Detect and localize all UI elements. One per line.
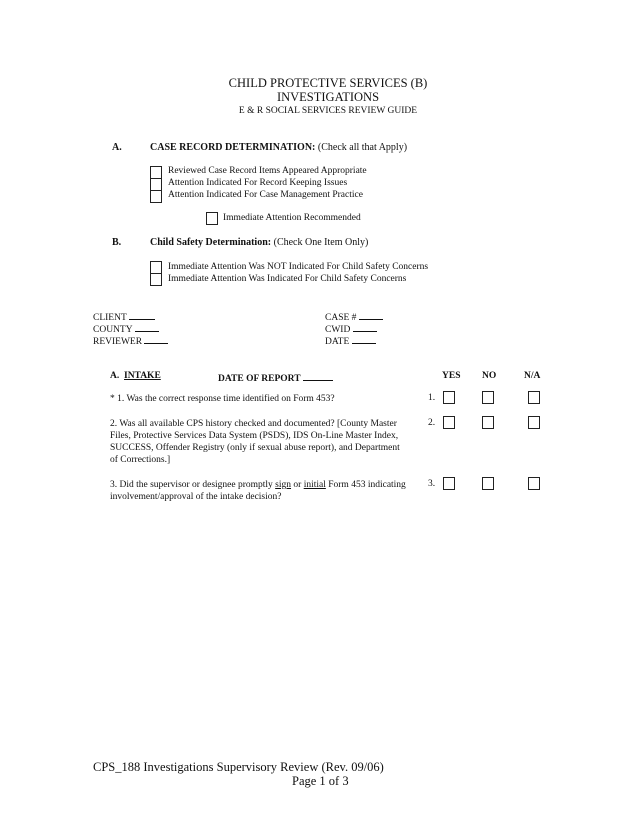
col-yes: YES xyxy=(442,371,461,381)
question-3-text: 3. Did the supervisor or designee promptly sign or initial Form 453 indicating involvement/approval of the intake decision? xyxy=(110,480,406,502)
reviewer-field: REVIEWER xyxy=(93,334,168,347)
section-b-instruction: (Check One Item Only) xyxy=(273,237,369,248)
section-a-letter: A. xyxy=(112,142,122,153)
county-blank[interactable] xyxy=(135,322,159,332)
question-1-text: * 1. Was the correct response time identified on Form 453? xyxy=(110,394,335,404)
reviewer-blank[interactable] xyxy=(144,334,168,344)
q2-na-checkbox[interactable] xyxy=(528,416,540,429)
county-field: COUNTY xyxy=(93,322,159,335)
section-b-heading-row xyxy=(150,237,368,248)
col-na: N/A xyxy=(524,371,541,381)
client-blank[interactable] xyxy=(129,310,155,320)
question-1-number: 1. xyxy=(428,393,436,403)
q3-na-checkbox[interactable] xyxy=(528,477,540,490)
checkbox-case-management[interactable] xyxy=(150,190,162,203)
q1-yes-checkbox[interactable] xyxy=(443,391,455,404)
q1-no-checkbox[interactable] xyxy=(482,391,494,404)
q3-no-checkbox[interactable] xyxy=(482,477,494,490)
section-a-instruction: (Check all that Apply) xyxy=(317,142,408,153)
title-line-1: CHILD PROTECTIVE SERVICES (B) xyxy=(228,76,428,90)
immediate-attention-label: Immediate Attention Recommended xyxy=(223,213,361,223)
section-a-item-3: Attention Indicated For Case Management Practice xyxy=(168,190,363,200)
case-field: CASE # xyxy=(325,310,383,323)
section-b-letter: B. xyxy=(112,237,122,248)
date-of-report-blank[interactable] xyxy=(303,371,333,381)
section-a-heading: CASE RECORD DETERMINATION: xyxy=(150,142,316,153)
q2-yes-checkbox[interactable] xyxy=(443,416,455,429)
section-a-heading-row xyxy=(150,142,407,153)
cwid-field: CWID xyxy=(325,322,377,335)
subtitle: E & R SOCIAL SERVICES REVIEW GUIDE xyxy=(238,106,418,116)
question-2-number: 2. xyxy=(428,418,436,428)
footer-form-line: CPS_188 Investigations Supervisory Review (Rev. 09/06) xyxy=(93,760,384,774)
q2-no-checkbox[interactable] xyxy=(482,416,494,429)
question-3-number: 3. xyxy=(428,479,436,489)
question-2-text: 2. Was all available CPS history checked and documented? [County Master Files, Protective Services Data System (PSDS), IDS On-Line Master Index, SUCCESS, Offender Registry (only if sexual abuse report), and Department of Corrections.] xyxy=(110,419,400,465)
section-b-heading: Child Safety Determination: xyxy=(150,237,272,248)
cwid-blank[interactable] xyxy=(353,322,377,332)
q1-na-checkbox[interactable] xyxy=(528,391,540,404)
checkbox-indicated[interactable] xyxy=(150,273,162,286)
title-line-2: INVESTIGATIONS xyxy=(276,90,380,104)
section-b-item-2: Immediate Attention Was Indicated For Child Safety Concerns xyxy=(168,274,407,284)
client-field: CLIENT xyxy=(93,310,155,323)
checkbox-immediate-attention[interactable] xyxy=(206,212,218,225)
date-of-report: DATE OF REPORT xyxy=(218,371,333,384)
footer-page: Page 1 of 3 xyxy=(292,774,349,788)
section-a-item-2: Attention Indicated For Record Keeping Issues xyxy=(168,178,348,188)
col-no: NO xyxy=(482,371,497,381)
intake-heading: A. INTAKE xyxy=(110,371,161,381)
date-field: DATE xyxy=(325,334,376,347)
date-blank[interactable] xyxy=(352,334,376,344)
case-blank[interactable] xyxy=(359,310,383,320)
q3-yes-checkbox[interactable] xyxy=(443,477,455,490)
section-a-item-1: Reviewed Case Record Items Appeared Appropriate xyxy=(168,166,367,176)
section-b-item-1: Immediate Attention Was NOT Indicated For Child Safety Concerns xyxy=(168,262,429,272)
